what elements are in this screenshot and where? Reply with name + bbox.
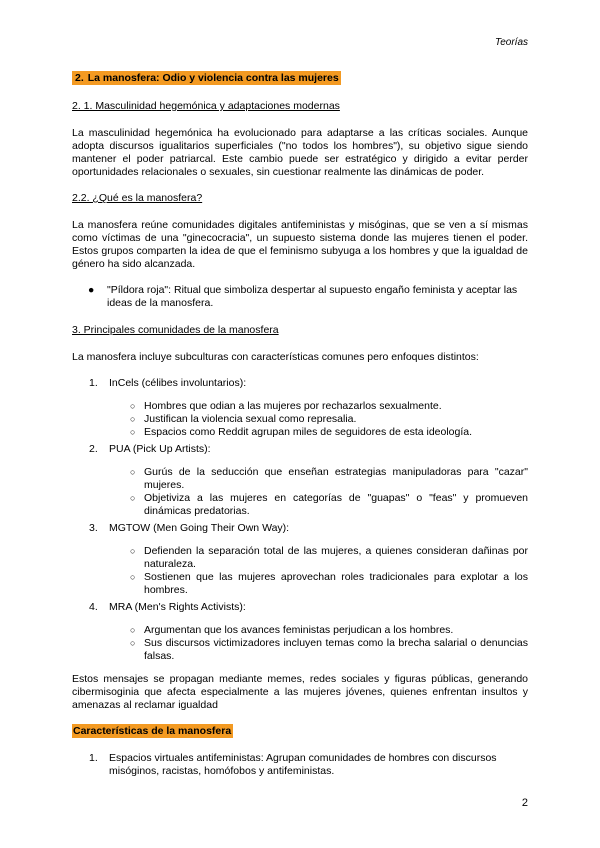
sub-item-text: Argumentan que los avances feministas perjudican a los hombres. bbox=[144, 624, 454, 636]
list-item bbox=[109, 571, 528, 597]
paragraph-manosfera: La manosfera reúne comunidades digitales antifeministas y misóginas, que se ven a sí mismas como víctimas de una "ginecocracia", un supuesto sistema donde las mujeres tienen el poder. Estos grupos comparten la idea de que el feminismo subyuga a los hombres y que la igualdad de género ha sido alcanzada. bbox=[72, 219, 528, 270]
list-item bbox=[109, 413, 528, 426]
subheading-3: 3. Principales comunidades de la manosfera bbox=[72, 324, 279, 336]
circle-bullet-icon: ○ bbox=[130, 572, 136, 582]
bullet-list bbox=[72, 284, 528, 310]
circle-bullet-icon: ○ bbox=[130, 625, 136, 635]
sub-item-text: Gurús de la seducción que enseñan estrategias manipuladoras para "cazar" mujeres. bbox=[144, 466, 528, 491]
characteristics-heading-text: Características de la manosfera bbox=[73, 725, 232, 737]
sub-item-text: Justifican la violencia sexual como represalia. bbox=[144, 413, 357, 425]
list-item bbox=[72, 522, 528, 597]
circle-bullet-icon: ○ bbox=[130, 467, 136, 477]
subheading-2-1: 2. 1. Masculinidad hegemónica y adaptaciones modernas bbox=[72, 100, 340, 112]
sub-item-text: Hombres que odian a las mujeres por rechazarlos sexualmente. bbox=[144, 400, 442, 412]
sub-item-text: Sus discursos victimizadores incluyen temas como la brecha salarial o denuncias falsas. bbox=[144, 637, 528, 662]
list-item bbox=[109, 466, 528, 492]
item-number: 1. bbox=[89, 752, 98, 764]
item-number: 1. bbox=[89, 377, 98, 389]
list-item bbox=[72, 752, 528, 778]
sub-list bbox=[109, 466, 528, 518]
page-number: 2 bbox=[521, 797, 528, 809]
list-item bbox=[109, 545, 528, 571]
sub-item-text: Espacios como Reddit agrupan miles de seguidores de esta ideología. bbox=[144, 426, 473, 438]
sub-list bbox=[109, 545, 528, 597]
bullet-icon: ● bbox=[88, 284, 95, 296]
list-item bbox=[109, 637, 528, 663]
sub-item-text: Sostienen que las mujeres aprovechan roles tradicionales para explotar a los hombres. bbox=[144, 571, 528, 596]
communities-list bbox=[72, 377, 528, 663]
item-number: 3. bbox=[89, 522, 98, 534]
running-header: Teorías bbox=[495, 37, 528, 48]
section-title-text: La manosfera: Odio y violencia contra las mujeres bbox=[87, 72, 339, 84]
section-title-highlight bbox=[72, 71, 341, 85]
sub-item-text: Objetiviza a las mujeres en categorías de "guapas" o "feas" y promueven dinámicas predatorias. bbox=[144, 492, 528, 517]
circle-bullet-icon: ○ bbox=[130, 401, 136, 411]
section-number: 2. bbox=[75, 72, 84, 84]
item-title: MRA (Men's Rights Activists): bbox=[109, 601, 246, 613]
list-item bbox=[72, 601, 528, 663]
list-item bbox=[72, 284, 528, 310]
sub-item-text: Defienden la separación total de las mujeres, a quienes consideran dañinas por naturaleza. bbox=[144, 545, 528, 570]
circle-bullet-icon: ○ bbox=[130, 638, 136, 648]
paragraph-masculinidad: La masculinidad hegemónica ha evolucionado para adaptarse a las críticas sociales. Aunque adopta discursos igualitarios superficiales ("no todos los hombres"), su objetivo sigue siendo mantener el poder patriarcal. Este cambio puede ser estratégico y dirigido a evitar perder oportunidades relacionales o sexuales, sin cuestionar realmente las dinámicas de poder. bbox=[72, 127, 528, 178]
item-number: 2. bbox=[89, 443, 98, 455]
circle-bullet-icon: ○ bbox=[130, 546, 136, 556]
circle-bullet-icon: ○ bbox=[130, 493, 136, 503]
characteristics-heading bbox=[72, 724, 528, 738]
bullet-text: "Píldora roja": Ritual que simboliza despertar al supuesto engaño feminista y aceptar las ideas de la manosfera. bbox=[107, 284, 518, 309]
circle-bullet-icon: ○ bbox=[130, 414, 136, 424]
item-text: Espacios virtuales antifeministas: Agrupan comunidades de hombres con discursos misóginos, racistas, homófobos y antifeministas. bbox=[109, 752, 497, 777]
sub-list bbox=[109, 624, 528, 663]
item-number: 4. bbox=[89, 601, 98, 613]
paragraph-intro-comunidades: La manosfera incluye subculturas con características comunes pero enfoques distintos: bbox=[72, 351, 479, 363]
sub-list bbox=[109, 400, 528, 439]
circle-bullet-icon: ○ bbox=[130, 427, 136, 437]
paragraph-cibermisoginia: Estos mensajes se propagan mediante memes, redes sociales y figuras públicas, generando cibermisoginia que afecta especialmente a las mujeres jóvenes, quienes enfrentan insultos y amenazas al reclamar igualdad bbox=[72, 673, 528, 711]
list-item bbox=[109, 492, 528, 518]
subheading-2-2: 2.2. ¿Qué es la manosfera? bbox=[72, 192, 203, 204]
item-title: InCels (célibes involuntarios): bbox=[109, 377, 247, 389]
list-item bbox=[72, 377, 528, 439]
item-title: MGTOW (Men Going Their Own Way): bbox=[109, 522, 290, 534]
section-title bbox=[72, 71, 528, 85]
list-item bbox=[109, 624, 528, 637]
list-item bbox=[109, 426, 528, 439]
page-content bbox=[72, 71, 528, 781]
characteristics-list bbox=[72, 752, 528, 778]
list-item bbox=[109, 400, 528, 413]
list-item bbox=[72, 443, 528, 518]
item-title: PUA (Pick Up Artists): bbox=[109, 443, 211, 455]
